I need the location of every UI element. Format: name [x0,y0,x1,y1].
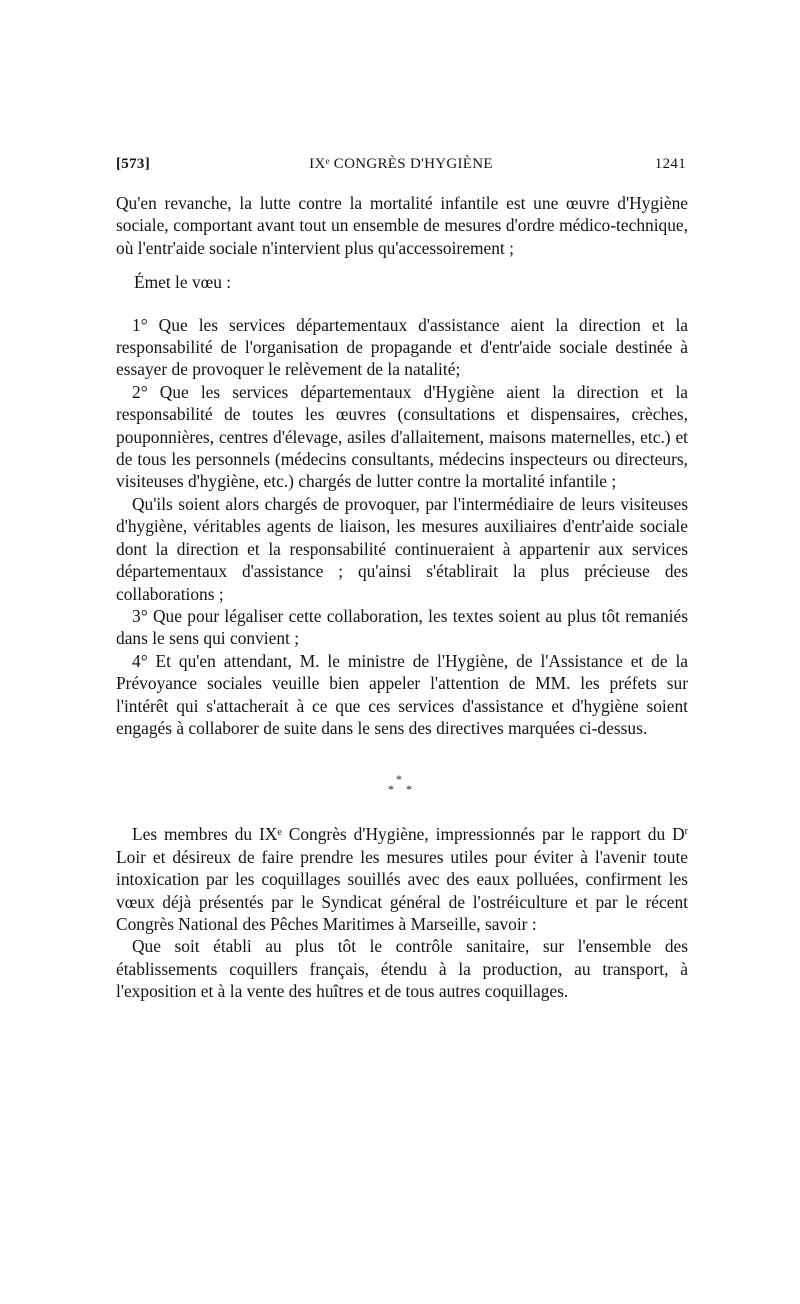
page-number: 1241 [654,156,686,172]
section-separator [116,753,688,803]
voeu-2-continued: Qu'ils soient alors chargés de provoquer, par l'intermédiaire de leurs visiteuses d'hygiène, véritables agents de liaison, les mesures auxiliaires d'entr'aide sociale dont la direction et la responsabilité continueraient à appartenir aux services départementaux d'assistance ; qu'ainsi s'établirait la plus précieuse des collaborations ; [116,493,688,604]
separator-star: * [406,782,412,797]
separator-star: * [396,772,402,787]
paragraph-congress-members: Les membres du IXᵉ Congrès d'Hygiène, impressionnés par le rapport du $D^r$ Loir et désireux de faire prendre les mesures utiles pour éviter à l'avenir toute intoxication par les coquillages souillés avec des eaux polluées, confirment les vœux déjà présentés par le Syndicat général de l'ostréiculture et par le récent Congrès National des Pêches Maritimes à Marseille, savoir : [116,824,688,934]
separator-star: * [388,782,394,797]
voeu-2: 2° Que les services départementaux d'Hygiène aient la direction et la responsabilité de toutes les œuvres (consultations et dispensaires, crèches, pouponnières, centres d'élevage, asiles d'allaitement, maisons maternelles, etc.) et de tous les personnels (médecins consultants, médecins inspecteurs ou directeurs, visiteuses d'hygiène, etc.) chargés de lutter contre la mortalité infantile ; [116,381,688,492]
paragraph-mortality: Qu'en revanche, la lutte contre la mortalité infantile est une œuvre d'Hygiène sociale, comportant avant tout un ensemble de mesures d'ordre médico-technique, où l'entr'aide sociale n'intervient plus qu'accessoirement ; [116,193,688,258]
running-header [116,156,686,180]
document-body [116,192,688,1003]
running-title: IXᵉ CONGRÈS D'HYGIÈNE [309,156,493,172]
emet-le-voeu: Émet le vœu : [134,272,232,293]
voeu-3: 3° Que pour légaliser cette collaboration, les textes soient au plus tôt remaniés dans le sens qui convient ; [116,605,688,649]
paragraph-sanitary-control: Que soit établi au plus tôt le contrôle sanitaire, sur l'ensemble des établissements coquillers français, étendu à la production, au transport, à l'exposition et à la vente des huîtres et de tous autres coquillages. [116,936,688,1002]
voeu-4: 4° Et qu'en attendant, M. le ministre de l'Hygiène, de l'Assistance et de la Prévoyance sociales veuille bien appeler l'attention de MM. les préfets sur l'intérêt qui s'attacherait à ce que ces services d'assistance et d'hygiène soient engagés à collaborer de suite dans le sens des directives marquées ci-dessus. [116,650,688,738]
voeu-1: 1° Que les services départementaux d'assistance aient la direction et la responsabilité de l'organisation de propagande et d'entr'aide sociale destinée à essayer de provoquer le relèvement de la natalité; [116,314,688,380]
page-reference: [573] [116,156,150,172]
